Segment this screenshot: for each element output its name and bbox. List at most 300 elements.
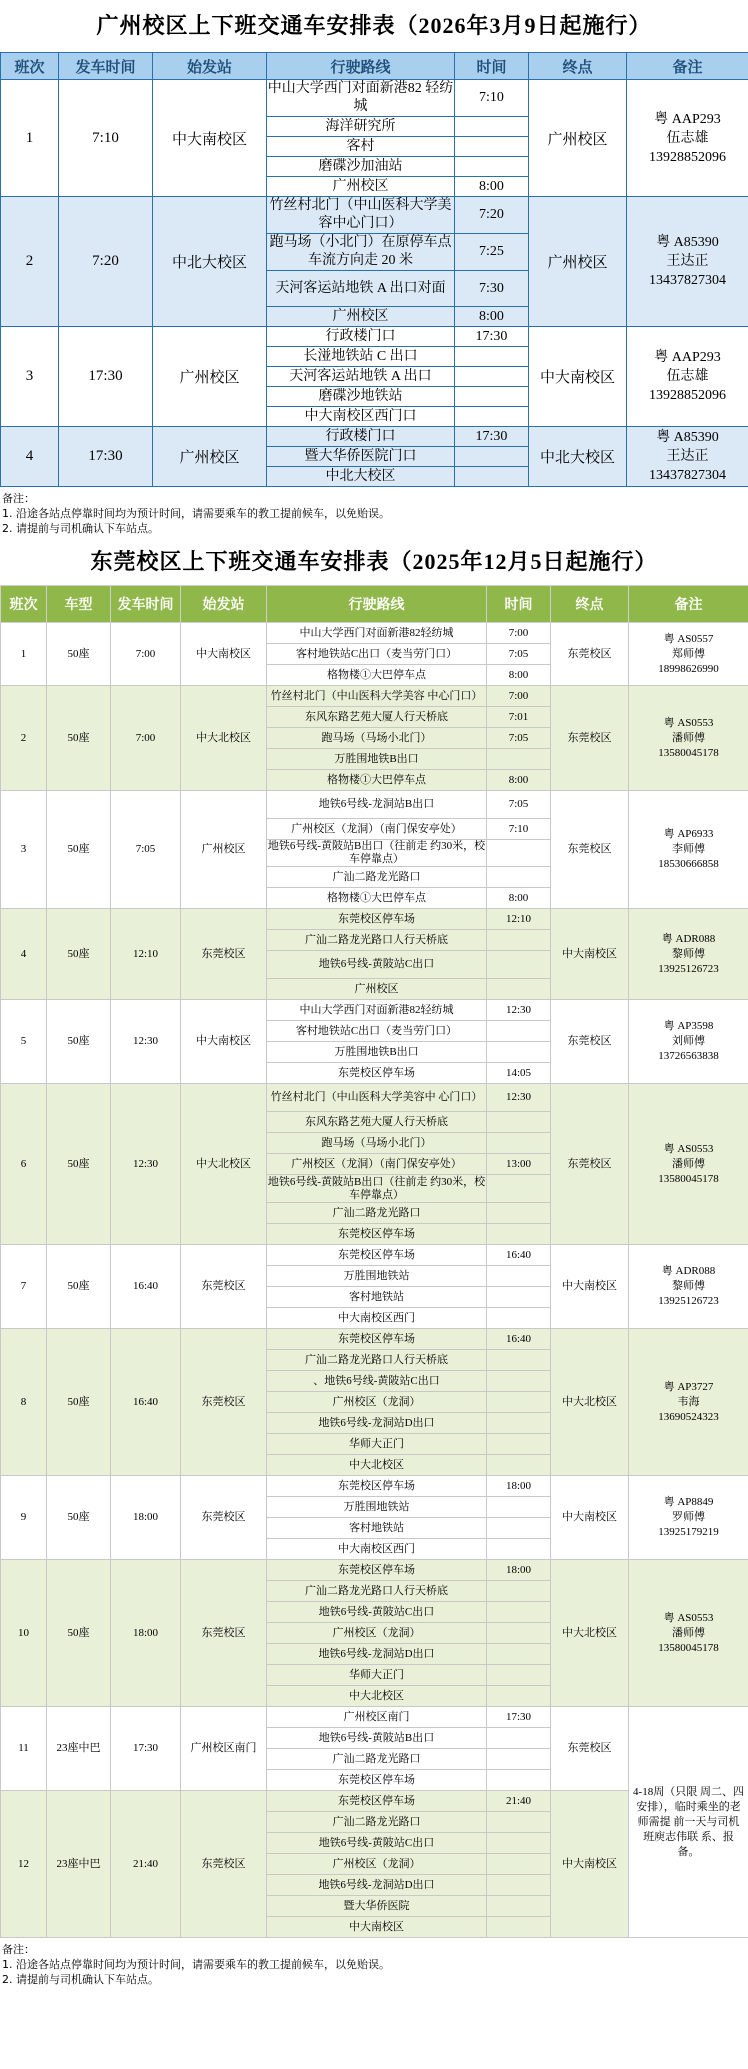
dg-trip-number: 1 — [1, 623, 47, 686]
dg-route-stop: 广州校区 — [267, 979, 487, 1000]
gz-trip-number: 3 — [1, 327, 59, 427]
dg-stop-time — [487, 979, 551, 1000]
gz-stop-time — [455, 157, 529, 177]
dg-stop-time — [487, 1770, 551, 1791]
gz-driver-note — [627, 427, 748, 487]
dg-route-stop: 华师大正门 — [267, 1434, 487, 1455]
dg-driver-note — [629, 1245, 748, 1329]
dg-stop-time — [487, 1833, 551, 1854]
dg-phone: 13580045178 — [658, 1641, 719, 1654]
gz-route-stop: 磨碟沙地铁站 — [267, 387, 455, 407]
dg-stop-time — [487, 1287, 551, 1308]
dg-driver-note — [629, 1084, 748, 1245]
dg-stop-time — [487, 1581, 551, 1602]
dg-footnote: 备注： — [2, 1943, 35, 1956]
gz-plate: 粤 A85390 — [656, 430, 719, 445]
dg-header: 终点 — [551, 586, 629, 623]
gz-origin: 广州校区 — [153, 427, 267, 487]
dg-destination: 中大南校区 — [551, 1791, 629, 1938]
dg-route-stop: 万胜围地铁站 — [267, 1266, 487, 1287]
dg-route-stop: 万胜围地铁B出口 — [267, 1042, 487, 1063]
gz-header: 时间 — [455, 53, 529, 80]
dg-stop-time — [487, 1042, 551, 1063]
dg-stop-time — [487, 1266, 551, 1287]
gz-driver-note — [627, 327, 748, 427]
gz-stop-time — [455, 387, 529, 407]
dg-vehicle-type: 50座 — [47, 1329, 111, 1476]
dg-stop-time: 12:30 — [487, 1084, 551, 1112]
dg-stop-row — [1, 1000, 748, 1021]
dg-stop-row — [1, 791, 748, 819]
gz-route-stop: 海洋研究所 — [267, 117, 455, 137]
dg-stop-time — [487, 1021, 551, 1042]
dg-stop-row — [1, 1560, 748, 1581]
dg-driver-note — [629, 686, 748, 791]
dg-stop-time: 7:00 — [487, 623, 551, 644]
gz-stop-row — [1, 327, 748, 347]
dg-route-stop: 东莞校区停车场 — [267, 1791, 487, 1812]
gz-depart-time: 17:30 — [59, 427, 153, 487]
dg-route-stop: 客村地铁站C出口（麦当劳门口） — [267, 1021, 487, 1042]
gz-driver-note — [627, 80, 748, 197]
dg-depart-time: 18:00 — [111, 1560, 181, 1707]
dg-route-stop: 广汕二路龙光路口人行天桥底 — [267, 1581, 487, 1602]
dg-route-stop: 地铁6号线-黄陂站C出口 — [267, 1833, 487, 1854]
dg-vehicle-type: 50座 — [47, 1000, 111, 1084]
dg-stop-time — [487, 1112, 551, 1133]
dg-footnotes — [0, 1938, 748, 1987]
dg-driver: 潘师傅 — [672, 731, 705, 744]
dg-route-stop: 东莞校区停车场 — [267, 1063, 487, 1084]
dg-trip-number: 2 — [1, 686, 47, 791]
dg-route-stop: 广州校区（龙洞）（南门保安亭处） — [267, 819, 487, 840]
dg-stop-time — [487, 1665, 551, 1686]
gz-header: 发车时间 — [59, 53, 153, 80]
dg-plate: 粤 AS0557 — [663, 632, 714, 645]
dg-stop-time — [487, 1224, 551, 1245]
dg-phone: 13580045178 — [658, 746, 719, 759]
dg-route-stop: 广州校区（龙洞） — [267, 1854, 487, 1875]
gz-footnotes — [0, 487, 748, 539]
gz-route-stop: 跑马场（小北门）在原停车点车流方向走 20 米 — [267, 234, 455, 271]
dg-origin: 东莞校区 — [181, 909, 267, 1000]
gz-stop-time — [455, 407, 529, 427]
gz-stop-time: 17:30 — [455, 427, 529, 447]
dg-destination: 东莞校区 — [551, 623, 629, 686]
dg-route-stop: 客村地铁站C出口（麦当劳门口） — [267, 644, 487, 665]
gz-stop-time: 7:30 — [455, 271, 529, 307]
gz-plate: 粤 AAP293 — [654, 350, 721, 365]
gz-phone: 13928852096 — [649, 149, 726, 165]
gz-header: 始发站 — [153, 53, 267, 80]
dg-stop-time — [487, 1539, 551, 1560]
dg-vehicle-type: 50座 — [47, 686, 111, 791]
dg-route-stop: 东风东路艺苑大厦人行天桥底 — [267, 707, 487, 728]
dg-stop-time: 7:10 — [487, 819, 551, 840]
gz-destination: 中北大校区 — [529, 427, 627, 487]
dg-stop-time: 7:01 — [487, 707, 551, 728]
gz-route-stop: 行政楼门口 — [267, 327, 455, 347]
dg-plate: 粤 AS0553 — [663, 1611, 714, 1624]
dg-route-stop: 暨大华侨医院 — [267, 1896, 487, 1917]
dg-depart-time: 16:40 — [111, 1329, 181, 1476]
gz-stop-time — [455, 367, 529, 387]
dg-stop-row — [1, 1476, 748, 1497]
gz-stop-row — [1, 197, 748, 234]
dg-route-stop: 东莞校区停车场 — [267, 1476, 487, 1497]
dg-route-stop: 东莞校区停车场 — [267, 1329, 487, 1350]
gz-route-stop: 暨大华侨医院门口 — [267, 447, 455, 467]
dg-route-stop: 地铁6号线-龙洞站D出口 — [267, 1644, 487, 1665]
gz-stop-time: 8:00 — [455, 307, 529, 327]
gz-driver: 王达正 — [666, 449, 709, 464]
dg-phone: 13925179219 — [658, 1526, 719, 1538]
dg-depart-time: 7:00 — [111, 623, 181, 686]
gz-stop-time: 7:10 — [455, 80, 529, 117]
dg-route-stop: 地铁6号线-黄陂站B出口（往前走 约30米，校车停靠点） — [267, 1175, 486, 1201]
dg-stop-time — [487, 1133, 551, 1154]
dg-header: 发车时间 — [111, 586, 181, 623]
dg-stop-row — [1, 1084, 748, 1112]
dg-stop-time: 21:40 — [487, 1791, 551, 1812]
gz-header: 班次 — [1, 53, 59, 80]
dg-route-stop: 华师大正门 — [267, 1665, 487, 1686]
dg-stop-time: 8:00 — [487, 665, 551, 686]
dg-destination: 东莞校区 — [551, 791, 629, 909]
dg-vehicle-type: 50座 — [47, 1476, 111, 1560]
dg-stop-time — [487, 1728, 551, 1749]
dg-route-stop: 广州校区（龙洞） — [267, 1392, 487, 1413]
dg-stop-time: 18:00 — [487, 1560, 551, 1581]
dg-plate: 粤 AP8849 — [663, 1496, 714, 1508]
dg-depart-time: 7:05 — [111, 791, 181, 909]
dg-route-stop: 地铁6号线-龙洞站D出口 — [267, 1413, 487, 1434]
gz-title: 广州校区上下班交通车安排表（2026年3月9日起施行） — [96, 13, 652, 38]
dg-stop-time — [487, 930, 551, 951]
gz-route-stop: 中山大学西门对面新港82 轻纺城 — [267, 80, 455, 117]
dg-phone: 13925126723 — [658, 962, 719, 975]
dg-route-stop: 中大南校区 — [267, 1917, 487, 1938]
dg-route-stop: 格物楼①大巴停车点 — [267, 888, 487, 909]
dg-depart-time: 16:40 — [111, 1245, 181, 1329]
dg-route-stop: 中山大学西门对面新港82轻纺城 — [267, 1000, 487, 1021]
dg-phone: 13925126723 — [658, 1295, 719, 1307]
gz-driver: 伍志雄 — [666, 369, 709, 384]
dg-driver-note — [629, 1329, 748, 1476]
dg-driver-note — [629, 1476, 748, 1560]
dg-trip-number: 4 — [1, 909, 47, 1000]
dg-driver: 黎师傅 — [672, 1280, 705, 1292]
dg-stop-time — [487, 1497, 551, 1518]
dg-driver: 李师傅 — [672, 843, 705, 855]
dg-stop-row — [1, 623, 748, 644]
gz-route-stop: 广州校区 — [267, 307, 455, 327]
dg-vehicle-type: 23座中巴 — [47, 1791, 111, 1938]
dg-title: 东莞校区上下班交通车安排表（2025年12月5日起施行） — [90, 549, 658, 574]
dg-destination: 中大南校区 — [551, 909, 629, 1000]
dg-phone: 13726563838 — [658, 1050, 719, 1062]
dg-stop-time — [487, 1854, 551, 1875]
dg-stop-time — [487, 1917, 551, 1938]
dg-depart-time: 12:30 — [111, 1084, 181, 1245]
gz-header: 行驶路线 — [267, 53, 455, 80]
dg-stop-time: 7:00 — [487, 686, 551, 707]
dg-depart-time: 12:10 — [111, 909, 181, 1000]
dg-destination: 东莞校区 — [551, 1084, 629, 1245]
gz-stop-time — [455, 347, 529, 367]
dg-route-stop: 、地铁6号线-黄陂站C出口 — [267, 1371, 487, 1392]
dg-route-stop: 广汕二路龙光路口 — [267, 867, 487, 888]
dg-trip-number: 11 — [1, 1707, 47, 1791]
dg-route-stop: 东莞校区停车场 — [267, 1245, 487, 1266]
dg-stop-time — [487, 1749, 551, 1770]
gz-stop-row — [1, 80, 748, 117]
dg-header-row — [1, 586, 748, 623]
gz-stop-row — [1, 427, 748, 447]
dg-route-stop: 格物楼①大巴停车点 — [267, 665, 487, 686]
dg-route-stop: 广汕二路龙光路口人行天桥底 — [267, 1350, 487, 1371]
dg-phone: 18530666858 — [658, 858, 719, 870]
dg-driver-note — [629, 791, 748, 909]
dg-route-stop: 地铁6号线-龙洞站D出口 — [267, 1875, 487, 1896]
dg-stop-time — [487, 1623, 551, 1644]
gz-depart-time: 7:20 — [59, 197, 153, 327]
gz-plate: 粤 AAP293 — [654, 111, 721, 127]
dg-route-stop: 东莞校区停车场 — [267, 1560, 487, 1581]
dg-stop-row — [1, 1707, 748, 1728]
gz-origin: 广州校区 — [153, 327, 267, 427]
gz-header: 备注 — [627, 53, 748, 80]
dg-plate: 粤 AP3727 — [663, 1380, 714, 1393]
dg-vehicle-type: 50座 — [47, 623, 111, 686]
dg-stop-time — [487, 1392, 551, 1413]
dg-route-stop: 地铁6号线-龙洞站B出口 — [267, 791, 487, 819]
dg-destination: 东莞校区 — [551, 1707, 629, 1791]
dg-plate: 粤 AS0553 — [663, 1142, 714, 1155]
dg-footnote: 2. 请提前与司机确认下车站点。 — [2, 1973, 159, 1986]
dg-driver-note — [629, 623, 748, 686]
gz-route-stop: 中大南校区西门口 — [267, 407, 455, 427]
gz-stop-time — [455, 467, 529, 487]
dg-header: 备注 — [629, 586, 748, 623]
dg-stop-time — [487, 951, 551, 979]
dg-header: 车型 — [47, 586, 111, 623]
gz-stop-time: 8:00 — [455, 177, 529, 197]
dg-driver-note — [629, 909, 748, 1000]
gz-plate: 粤 A85390 — [656, 235, 719, 250]
dg-vehicle-type: 50座 — [47, 909, 111, 1000]
dg-stop-time: 8:00 — [487, 888, 551, 909]
dg-route-stop: 广州校区（龙洞） — [267, 1623, 487, 1644]
dg-driver: 潘师傅 — [672, 1157, 705, 1170]
dg-stop-time: 7:05 — [487, 791, 551, 819]
dg-driver-note — [629, 1000, 748, 1084]
gz-footnote: 备注： — [2, 492, 35, 505]
dg-vehicle-type: 50座 — [47, 1245, 111, 1329]
dg-trip-number: 5 — [1, 1000, 47, 1084]
dg-stop-time — [487, 1175, 551, 1203]
dg-origin: 东莞校区 — [181, 1560, 267, 1707]
dg-stop-time — [487, 1602, 551, 1623]
gz-phone: 13437827304 — [649, 273, 726, 288]
dg-stop-time: 17:30 — [487, 1707, 551, 1728]
dg-origin: 中大北校区 — [181, 686, 267, 791]
gz-stop-time — [455, 137, 529, 157]
dg-vehicle-type: 50座 — [47, 791, 111, 909]
gz-driver: 王达正 — [666, 254, 709, 269]
dg-trip-number: 12 — [1, 1791, 47, 1938]
dg-driver: 黎师傅 — [672, 947, 705, 960]
dg-stop-time — [487, 1350, 551, 1371]
dg-stop-time: 12:30 — [487, 1000, 551, 1021]
dg-destination: 中大南校区 — [551, 1245, 629, 1329]
dg-route-stop: 竹丝村北门（中山医科大学美容 中心门口） — [267, 686, 487, 707]
dg-origin: 东莞校区 — [181, 1329, 267, 1476]
gz-stop-time: 17:30 — [455, 327, 529, 347]
dg-stop-time: 7:05 — [487, 728, 551, 749]
dg-stop-time: 12:10 — [487, 909, 551, 930]
gz-route-stop: 天河客运站地铁 A 出口对面 — [267, 271, 455, 307]
gz-header-row — [1, 53, 748, 80]
dg-driver-note — [629, 1560, 748, 1707]
dg-route-stop: 东莞校区停车场 — [267, 1770, 487, 1791]
dg-origin: 广州校区南门 — [181, 1707, 267, 1791]
dg-header: 班次 — [1, 586, 47, 623]
gz-footnote: 2. 请提前与司机确认下车站点。 — [2, 522, 159, 535]
dg-stop-time — [487, 1644, 551, 1665]
dg-vehicle-type: 50座 — [47, 1084, 111, 1245]
dg-stop-time — [487, 1203, 551, 1224]
dg-route-stop: 格物楼①大巴停车点 — [267, 770, 487, 791]
dg-stop-row — [1, 1245, 748, 1266]
dg-phone: 18998626990 — [658, 662, 719, 675]
dg-route-stop: 地铁6号线-黄陂站B出口（往前走 约30米，校车停靠点） — [267, 840, 486, 865]
dg-stop-time: 16:40 — [487, 1329, 551, 1350]
dg-destination: 中大北校区 — [551, 1560, 629, 1707]
dg-header: 时间 — [487, 586, 551, 623]
dg-stop-time: 18:00 — [487, 1476, 551, 1497]
gz-footnote: 1. 沿途各站点停靠时间均为预计时间，请需要乘车的教工提前候车，以免贻误。 — [2, 507, 390, 520]
gz-stop-time: 7:20 — [455, 197, 529, 234]
dg-stop-time — [487, 1812, 551, 1833]
dg-stop-time — [487, 1371, 551, 1392]
dg-route-stop: 广汕二路龙光路口人行天桥底 — [267, 930, 487, 951]
dg-stop-time: 16:40 — [487, 1245, 551, 1266]
gz-driver-note — [627, 197, 748, 327]
dg-driver: 韦海 — [677, 1395, 700, 1408]
dg-header: 始发站 — [181, 586, 267, 623]
dg-schedule-table — [0, 585, 748, 1938]
dg-depart-time: 21:40 — [111, 1791, 181, 1938]
dg-stop-time — [487, 840, 551, 867]
dg-origin: 东莞校区 — [181, 1476, 267, 1560]
dg-trip-number: 10 — [1, 1560, 47, 1707]
dg-depart-time: 7:00 — [111, 686, 181, 791]
dg-stop-time — [487, 1434, 551, 1455]
dg-origin: 中大南校区 — [181, 1000, 267, 1084]
dg-route-stop: 广汕二路龙光路口 — [267, 1749, 487, 1770]
dg-route-stop: 竹丝村北门（中山医科大学美容中 心门口） — [267, 1084, 487, 1112]
gz-stop-time: 7:25 — [455, 234, 529, 271]
dg-stop-time — [487, 1875, 551, 1896]
dg-destination: 东莞校区 — [551, 1000, 629, 1084]
dg-stop-time — [487, 1896, 551, 1917]
dg-plate: 粤 ADR088 — [661, 932, 716, 945]
dg-stop-time — [487, 1413, 551, 1434]
dg-stop-time — [487, 1308, 551, 1329]
dg-route-stop: 东莞校区停车场 — [267, 1224, 487, 1245]
dg-vehicle-type: 23座中巴 — [47, 1707, 111, 1791]
dg-driver: 潘师傅 — [672, 1626, 705, 1639]
dg-route-stop: 中山大学西门对面新港82轻纺城 — [267, 623, 487, 644]
dg-route-stop: 跑马场（马场小北门） — [267, 728, 487, 749]
dg-route-stop: 客村地铁站 — [267, 1287, 487, 1308]
dg-stop-row — [1, 909, 748, 930]
gz-route-stop: 客村 — [267, 137, 455, 157]
dg-vehicle-type: 50座 — [47, 1560, 111, 1707]
dg-route-stop: 跑马场（马场小北门） — [267, 1133, 487, 1154]
dg-stop-time — [487, 749, 551, 770]
dg-plate: 粤 ADR088 — [661, 1265, 716, 1277]
gz-route-stop: 中北大校区 — [267, 467, 455, 487]
dg-stop-row — [1, 686, 748, 707]
dg-depart-time: 18:00 — [111, 1476, 181, 1560]
dg-plate: 粤 AP3598 — [663, 1020, 714, 1032]
dg-trip-number: 3 — [1, 791, 47, 909]
dg-origin: 东莞校区 — [181, 1245, 267, 1329]
dg-stop-time: 14:05 — [487, 1063, 551, 1084]
gz-route-stop: 竹丝村北门（中山医科大学美容中心门口） — [267, 197, 455, 234]
dg-origin: 东莞校区 — [181, 1791, 267, 1938]
dg-trip-number: 9 — [1, 1476, 47, 1560]
gz-trip-number: 2 — [1, 197, 59, 327]
dg-driver: 郑师傅 — [672, 647, 705, 660]
dg-stop-time: 8:00 — [487, 770, 551, 791]
gz-origin: 中北大校区 — [153, 197, 267, 327]
gz-driver: 伍志雄 — [666, 130, 709, 146]
gz-phone: 13437827304 — [649, 468, 726, 483]
dg-route-stop: 客村地铁站 — [267, 1518, 487, 1539]
dg-depart-time: 12:30 — [111, 1000, 181, 1084]
dg-shared-note: 4-18周（只限 周二、四 安排），临时乘坐的老师需提 前一天与司机 班庾志伟联 系、报备。 — [629, 1707, 748, 1938]
dg-origin: 广州校区 — [181, 791, 267, 909]
dg-destination: 东莞校区 — [551, 686, 629, 791]
gz-schedule-table — [0, 52, 748, 487]
gz-origin: 中大南校区 — [153, 80, 267, 197]
dg-route-stop: 中大北校区 — [267, 1455, 487, 1476]
dg-phone: 13580045178 — [658, 1172, 719, 1185]
gz-phone: 13928852096 — [649, 388, 726, 403]
dg-route-stop: 中大北校区 — [267, 1686, 487, 1707]
dg-route-stop: 万胜围地铁B出口 — [267, 749, 487, 770]
dg-route-stop: 中大南校区西门 — [267, 1539, 487, 1560]
dg-route-stop: 广州校区（龙洞）（南门保安亭处） — [267, 1154, 487, 1175]
dg-trip-number: 7 — [1, 1245, 47, 1329]
dg-origin: 中大南校区 — [181, 623, 267, 686]
dg-header: 行驶路线 — [267, 586, 487, 623]
dg-stop-time — [487, 1518, 551, 1539]
dg-route-stop: 中大南校区西门 — [267, 1308, 487, 1329]
dg-route-stop: 东风东路艺苑大厦人行天桥底 — [267, 1112, 487, 1133]
dg-route-stop: 地铁6号线-黄陂站C出口 — [267, 951, 487, 979]
gz-depart-time: 7:10 — [59, 80, 153, 197]
gz-route-stop: 磨碟沙加油站 — [267, 157, 455, 177]
gz-destination: 广州校区 — [529, 80, 627, 197]
dg-plate: 粤 AS0553 — [663, 716, 714, 729]
gz-trip-number: 1 — [1, 80, 59, 197]
gz-route-stop: 长湴地铁站 C 出口 — [267, 347, 455, 367]
gz-destination: 广州校区 — [529, 197, 627, 327]
